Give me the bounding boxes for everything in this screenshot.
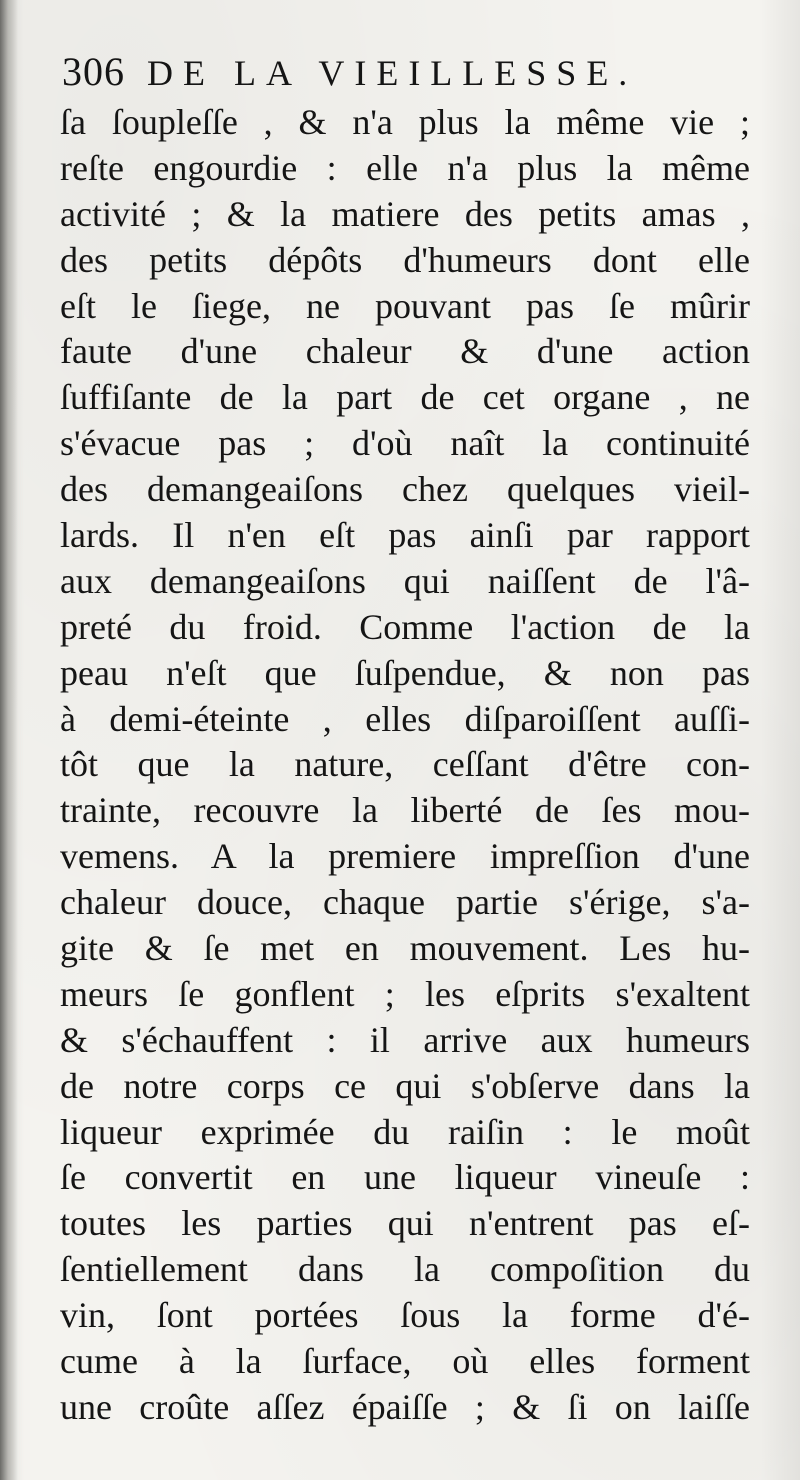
text-line: à demi-éteinte , elles diſparoiſſent auſſi- bbox=[60, 698, 750, 739]
text-line: preté du froid. Comme l'action de la bbox=[60, 606, 750, 647]
text-line: des demangeaiſons chez quelques vieil- bbox=[60, 469, 750, 510]
text-line: activité ; & la matiere des petits amas , bbox=[60, 193, 750, 234]
text-line: vin, ſont portées ſous la forme d'é- bbox=[60, 1295, 750, 1336]
text-line: ſentiellement dans la compoſition du bbox=[60, 1249, 750, 1290]
page-header bbox=[62, 48, 762, 98]
text-line: tôt que la nature, ceſſant d'être con- bbox=[60, 744, 750, 785]
text-line: aux demangeaiſons qui naiſſent de l'â- bbox=[60, 560, 750, 601]
text-line: lards. Il n'en eſt pas ainſi par rapport bbox=[60, 515, 750, 556]
text-line: des petits dépôts d'humeurs dont elle bbox=[60, 239, 750, 280]
page-gutter-shadow bbox=[0, 0, 18, 1480]
text-line: de notre corps ce qui s'obſerve dans la bbox=[60, 1065, 750, 1106]
text-line: cume à la ſurface, où elles forment bbox=[60, 1341, 750, 1382]
text-line: liqueur exprimée du raiſin : le moût bbox=[60, 1111, 750, 1152]
text-line: gite & ſe met en mouvement. Les hu- bbox=[60, 928, 750, 969]
text-line: trainte, recouvre la liberté de ſes mou- bbox=[60, 790, 750, 831]
running-head: DE LA VIEILLESSE. bbox=[147, 53, 638, 93]
body-text bbox=[60, 100, 750, 1431]
text-line: peau n'eſt que ſuſpendue, & non pas bbox=[60, 652, 750, 693]
text-line: ſuffiſante de la part de cet organe , ne bbox=[60, 377, 750, 418]
page-number: 306 bbox=[62, 49, 125, 94]
text-line: ſa ſoupleſſe , & n'a plus la même vie ; bbox=[60, 102, 750, 142]
text-line: chaleur douce, chaque partie s'érige, s'a- bbox=[60, 882, 750, 923]
text-line: ſe convertit en une liqueur vineuſe : bbox=[60, 1157, 750, 1198]
text-line: meurs ſe gonflent ; les eſprits s'exaltent bbox=[60, 973, 750, 1014]
text-line: reſte engourdie : elle n'a plus la même bbox=[60, 147, 750, 188]
text-line: toutes les parties qui n'entrent pas eſ- bbox=[60, 1203, 750, 1244]
text-line: vemens. A la premiere impreſſion d'une bbox=[60, 836, 750, 877]
text-line: s'évacue pas ; d'où naît la continuité bbox=[60, 423, 750, 464]
text-line: & s'échauffent : il arrive aux humeurs bbox=[60, 1019, 750, 1060]
text-line: une croûte aſſez épaiſſe ; & ſi on laiſſe bbox=[60, 1386, 750, 1427]
text-line: eſt le ſiege, ne pouvant pas ſe mûrir bbox=[60, 285, 750, 326]
text-line: faute d'une chaleur & d'une action bbox=[60, 331, 750, 372]
